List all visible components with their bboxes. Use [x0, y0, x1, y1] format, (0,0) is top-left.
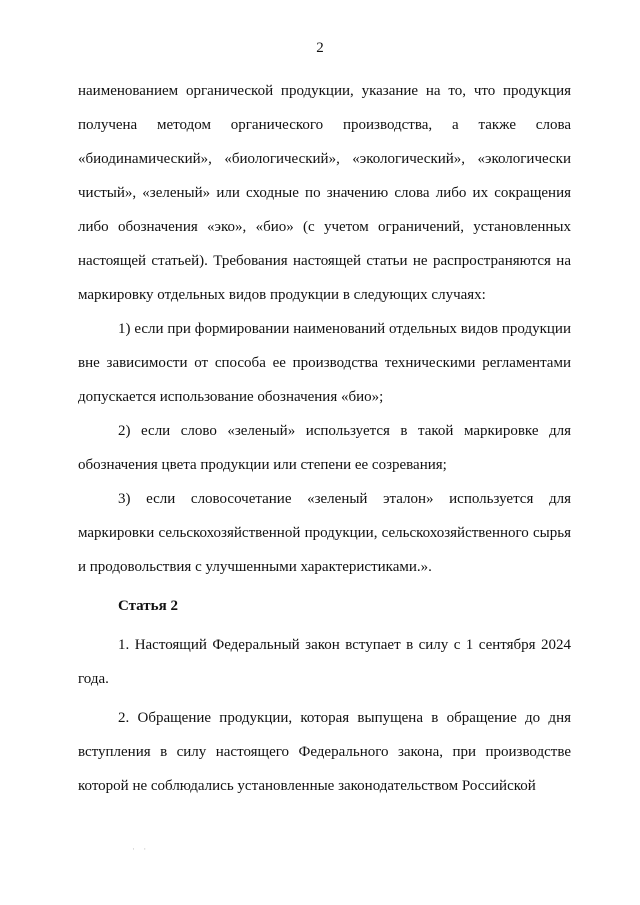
list-item-1: 1) если при формировании наименований отдельных видов продукции вне зависимости от способа ее производства техническими регламентами допускается использование обозначения «био»; [78, 321, 571, 405]
scan-mark: · · [132, 844, 150, 854]
document-body [78, 74, 571, 803]
list-item-3: 3) если словосочетание «зеленый эталон» используется для маркировки сельскохозяйственной продукции, сельскохозяйственного сырья и продовольствия с улучшенными характеристиками.». [78, 491, 571, 575]
list-item-2: 2) если слово «зеленый» используется в такой маркировке для обозначения цвета продукции или степени ее созревания; [78, 423, 571, 473]
page-number: 2 [316, 40, 324, 56]
article-heading: Статья 2 [118, 598, 178, 614]
article-2-paragraph-1: 1. Настоящий Федеральный закон вступает в силу с 1 сентября 2024 года. [78, 637, 571, 687]
paragraph-continuation: наименованием органической продукции, указание на то, что продукция получена методом органического производства, а также слова «биодинамический», «биологический», «экологический», «экологически чистый», «зеленый» или сходные по значению слова либо их сокращения либо обозначения «эко», «био» (с учетом ограничений, установленных настоящей статьей). Требования настоящей статьи не распространяются на маркировку отдельных видов продукции в следующих случаях: [78, 83, 571, 303]
article-2-paragraph-2: 2. Обращение продукции, которая выпущена в обращение до дня вступления в силу настоящего Федерального закона, при производстве которой не соблюдались установленные законодательством Российской [78, 710, 571, 794]
